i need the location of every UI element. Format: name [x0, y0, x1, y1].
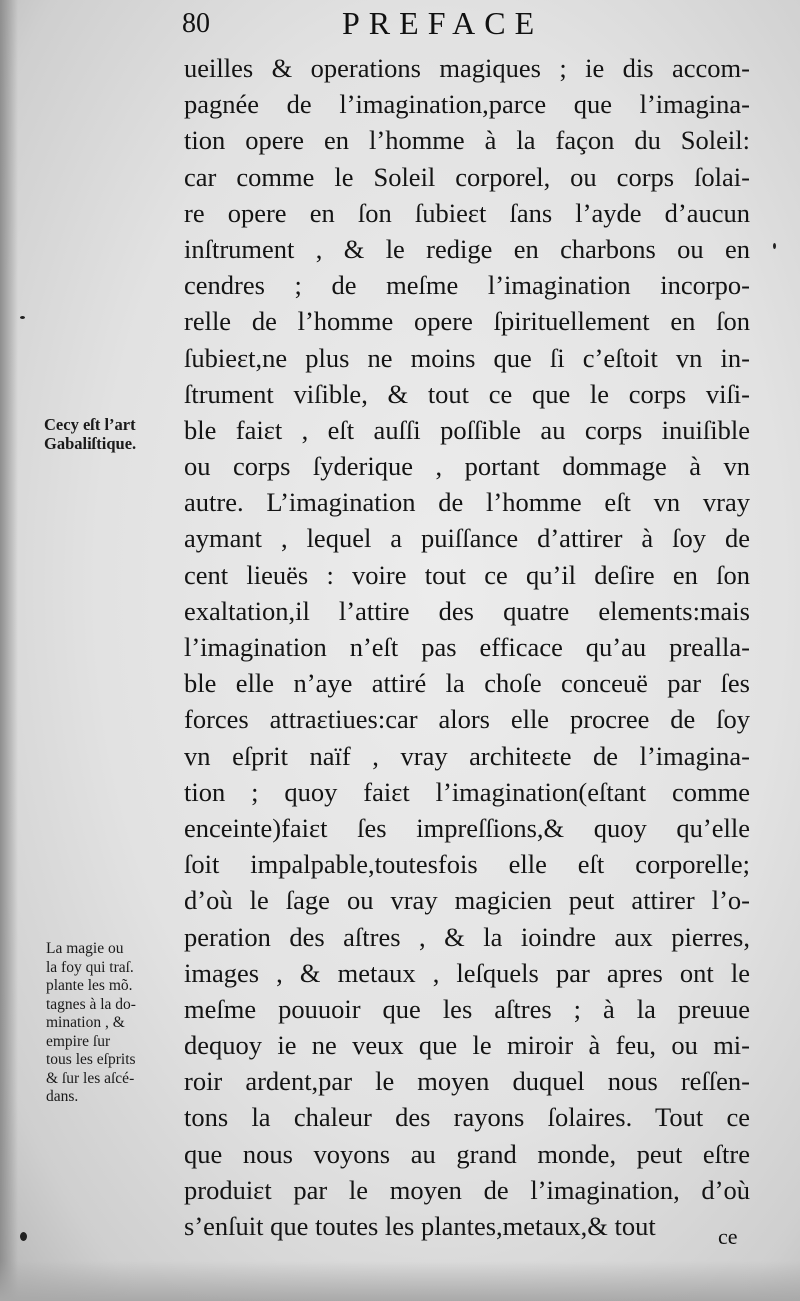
ink-speck	[20, 1232, 27, 1241]
text-line: tion ; quoy faiɛt l’imagination(eſtant comme	[184, 776, 750, 807]
text-line: ſoit impalpable,toutesfois elle eſt corporelle;	[184, 849, 750, 880]
text-line: exaltation,il l’attire des quatre elements:mais	[184, 595, 750, 626]
marginal-note-line: plante les mõ.	[46, 977, 133, 994]
page-header	[182, 4, 782, 44]
text-line: tion opere en l’homme à la façon du Soleil:	[184, 125, 750, 156]
marginal-note-line: Cecy eſt l’art	[44, 415, 136, 434]
text-line: forces attraɛtiues:car alors elle procree de ſoy	[184, 704, 750, 735]
text-line: d’où le ſage ou vray magicien peut attirer l’o-	[184, 885, 750, 916]
ink-speck	[773, 243, 776, 249]
marginal-note-line: Gabaliſtique.	[44, 434, 137, 453]
text-line: ſtrument viſible, & tout ce que le corps viſi-	[184, 378, 750, 409]
page-shadow-bottom	[0, 1261, 800, 1301]
marginal-note-line: tous les eſprits	[46, 1051, 136, 1068]
marginal-note-line: dans.	[46, 1088, 79, 1105]
marginal-note-line: mination , &	[46, 1014, 125, 1031]
marginal-note-line: empire ſur	[46, 1032, 111, 1050]
text-line: inſtrument , & le redige en charbons ou en	[184, 233, 750, 264]
text-line: ble faiɛt , eſt auſſi poſſible au corps inuiſible	[184, 414, 750, 445]
marginal-note-gabalistique	[44, 415, 180, 453]
text-line: autre. L’imagination de l’homme eſt vn vray	[184, 487, 750, 518]
page-shadow-left	[0, 0, 18, 1301]
marginal-note-line: la foy qui traſ.	[46, 958, 134, 976]
text-line: re opere en ſon ſubieɛt ſans l’ayde d’aucun	[184, 197, 750, 228]
text-line: produiɛt par le moyen de l’imagination, d’où	[184, 1174, 750, 1205]
text-line: enceinte)faiɛt ſes impreſſions,& quoy qu’elle	[184, 812, 750, 843]
text-line: dequoy ie ne veux que le miroir à feu, ou mi-	[184, 1030, 750, 1061]
ink-speck	[20, 316, 25, 319]
text-line: cent lieuës : voire tout ce qu’il deſire en ſon	[184, 559, 750, 590]
text-line: aymant , lequel a puiſſance d’attirer à ſoy de	[184, 523, 750, 554]
running-title: PREFACE	[342, 5, 544, 41]
marginal-note-line: & ſur les aſcé-	[46, 1069, 135, 1087]
text-line: l’imagination n’eſt pas efficace qu’au prealla-	[184, 632, 750, 662]
marginal-note-line: tagnes à la do-	[46, 995, 136, 1013]
text-line: car comme le Soleil corporel, ou corps ſolai-	[184, 161, 750, 192]
text-line: images , & metaux , leſquels par apres ont le	[184, 957, 750, 988]
marginal-note-magie	[46, 940, 182, 1107]
text-line: pagnée de l’imagination,parce que l’imagina-	[184, 89, 750, 120]
text-line: tons la chaleur des rayons ſolaires. Tout ce	[184, 1102, 750, 1133]
text-line: ueilles & operations magiques ; ie dis accom-	[184, 53, 750, 83]
marginal-note-line: La magie ou	[46, 940, 124, 957]
page-number: 80	[182, 8, 210, 39]
catchword: ce	[718, 1224, 738, 1249]
text-line: ble elle n’aye attiré la choſe conceuë par ſes	[184, 668, 750, 699]
text-line: s’enſuit que toutes les plantes,metaux,& tout	[184, 1211, 656, 1241]
text-line: peration des aſtres , & la ioindre aux pierres,	[184, 921, 750, 952]
text-line: cendres ; de meſme l’imagination incorpo-	[184, 270, 750, 301]
text-line: meſme pouuoir que les aſtres ; à la preuue	[184, 993, 750, 1024]
text-line: roir ardent,par le moyen duquel nous reſſen-	[184, 1066, 750, 1097]
text-line: ſubieɛt,ne plus ne moins que ſi c’eſtoit vn in-	[184, 342, 750, 373]
text-line: relle de l’homme opere ſpirituellement en ſon	[184, 306, 750, 337]
main-text-block	[184, 50, 754, 1244]
text-line: que nous voyons au grand monde, peut eſtre	[184, 1138, 750, 1169]
text-line: ou corps ſyderique , portant dommage à vn	[184, 451, 750, 482]
text-line: vn eſprit naïf , vray architeɛte de l’imagina-	[184, 740, 750, 771]
